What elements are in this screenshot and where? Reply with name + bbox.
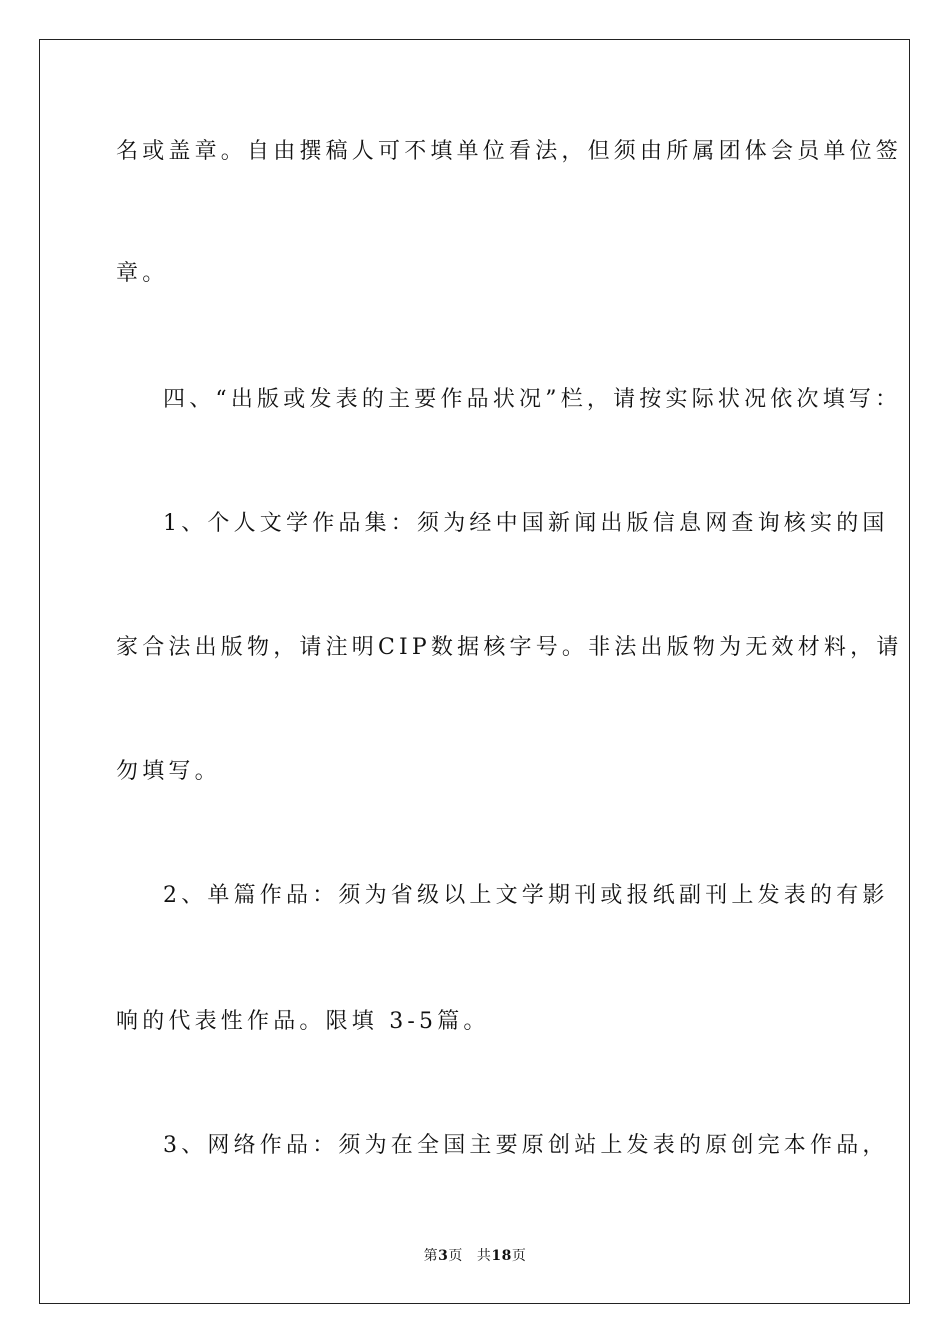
body-line-5: 家合法出版物，请注明CIP数据核字号。非法出版物为无效材料，请 — [116, 635, 903, 660]
body-line-8: 响的代表性作品。限填 3-5篇。 — [116, 1009, 490, 1034]
page-border — [39, 39, 910, 1304]
body-line-2: 章。 — [116, 261, 169, 286]
body-line-9: 3、网络作品：须为在全国主要原创站上发表的原创完本作品， — [163, 1133, 889, 1158]
body-line-7: 2、单篇作品：须为省级以上文学期刊或报纸副刊上发表的有影 — [163, 883, 889, 908]
footer-page-suffix: 页 — [448, 1248, 463, 1264]
body-line-1: 名或盖章。自由撰稿人可不填单位看法，但须由所属团体会员单位签 — [116, 139, 903, 164]
body-line-3: 四、“出版或发表的主要作品状况”栏，请按实际状况依次填写： — [163, 387, 902, 412]
footer-page-total: 18 — [491, 1248, 512, 1264]
footer-page-current: 3 — [438, 1248, 449, 1264]
body-line-6: 勿填写。 — [116, 759, 221, 784]
footer-page-prefix: 第 — [423, 1248, 439, 1264]
footer-total-suffix: 页 — [511, 1248, 527, 1264]
page-footer — [0, 1247, 950, 1265]
footer-total-prefix: 共 — [476, 1248, 492, 1264]
body-line-4: 1、个人文学作品集：须为经中国新闻出版信息网查询核实的国 — [163, 511, 889, 536]
